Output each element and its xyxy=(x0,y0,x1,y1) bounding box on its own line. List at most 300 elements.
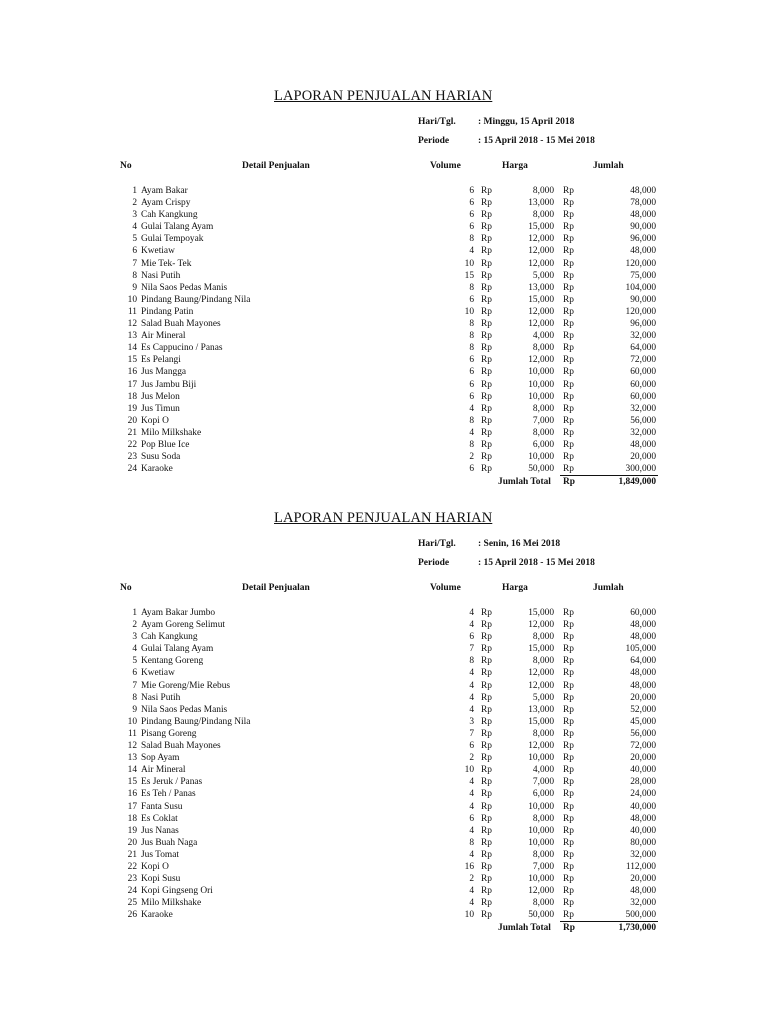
price-currency: Rp xyxy=(481,680,492,691)
item-volume: 8 xyxy=(469,837,474,848)
table-row xyxy=(0,354,768,366)
table-row xyxy=(0,837,768,849)
table-row xyxy=(0,233,768,245)
amount-currency: Rp xyxy=(563,716,574,727)
item-volume: 6 xyxy=(469,741,474,752)
item-price: 12,000 xyxy=(528,620,554,631)
row-number: 14 xyxy=(127,765,137,776)
item-price: 12,000 xyxy=(528,258,554,269)
table-row xyxy=(0,813,768,825)
item-price: 15,000 xyxy=(528,222,554,233)
item-volume: 4 xyxy=(469,427,474,438)
item-name: Pisang Goreng xyxy=(141,728,197,739)
item-amount: 32,000 xyxy=(630,898,656,909)
price-currency: Rp xyxy=(481,716,492,727)
price-currency: Rp xyxy=(481,258,492,269)
item-amount: 104,000 xyxy=(625,282,656,293)
row-number: 21 xyxy=(127,849,137,860)
table-row xyxy=(0,909,768,921)
amount-currency: Rp xyxy=(563,620,574,631)
item-price: 15,000 xyxy=(528,644,554,655)
item-volume: 8 xyxy=(469,282,474,293)
table-row xyxy=(0,861,768,873)
header-amount: Jumlah xyxy=(593,161,624,171)
amount-currency: Rp xyxy=(563,680,574,691)
row-number: 14 xyxy=(127,343,137,354)
price-currency: Rp xyxy=(481,837,492,848)
item-name: Salad Buah Mayones xyxy=(141,319,221,330)
table-row xyxy=(0,209,768,221)
header-price: Harga xyxy=(502,583,528,593)
amount-currency: Rp xyxy=(563,234,574,245)
price-currency: Rp xyxy=(481,608,492,618)
header-no: No xyxy=(120,583,132,593)
item-amount: 60,000 xyxy=(630,608,656,618)
item-amount: 52,000 xyxy=(630,704,656,715)
item-name: Gulai Talang Ayam xyxy=(141,222,214,233)
amount-currency: Rp xyxy=(563,608,574,618)
item-price: 10,000 xyxy=(528,379,554,390)
item-price: 12,000 xyxy=(528,668,554,679)
item-name: Milo Milkshake xyxy=(141,427,202,438)
amount-currency: Rp xyxy=(563,777,574,788)
table-row xyxy=(0,885,768,897)
period-value: : 15 April 2018 - 15 Mei 2018 xyxy=(478,136,595,146)
amount-currency: Rp xyxy=(563,741,574,752)
header-volume: Volume xyxy=(430,583,461,593)
item-name: Karaoke xyxy=(141,464,173,475)
item-amount: 78,000 xyxy=(630,198,656,209)
price-currency: Rp xyxy=(481,644,492,655)
amount-currency: Rp xyxy=(563,222,574,233)
amount-currency: Rp xyxy=(563,825,574,836)
item-name: Mie Tek- Tek xyxy=(141,258,192,269)
price-currency: Rp xyxy=(481,874,492,885)
item-name: Kwetiaw xyxy=(141,246,175,257)
price-currency: Rp xyxy=(481,427,492,438)
row-number: 4 xyxy=(132,644,137,655)
item-amount: 48,000 xyxy=(630,210,656,221)
table-row xyxy=(0,897,768,909)
item-volume: 6 xyxy=(469,464,474,475)
item-volume: 10 xyxy=(464,306,474,317)
table-body xyxy=(0,185,768,489)
item-volume: 3 xyxy=(469,716,474,727)
item-amount: 120,000 xyxy=(625,306,656,317)
item-amount: 48,000 xyxy=(630,813,656,824)
date-label: Hari/Tgl. xyxy=(418,539,456,549)
row-number: 3 xyxy=(132,210,137,221)
table-row xyxy=(0,221,768,233)
item-amount: 60,000 xyxy=(630,367,656,378)
amount-currency: Rp xyxy=(563,427,574,438)
price-currency: Rp xyxy=(481,765,492,776)
item-price: 7,000 xyxy=(532,415,554,426)
item-name: Milo Milkshake xyxy=(141,898,202,909)
amount-currency: Rp xyxy=(563,355,574,366)
item-name: Jus Jambu Biji xyxy=(141,379,197,390)
price-currency: Rp xyxy=(481,801,492,812)
row-number: 24 xyxy=(127,464,137,475)
item-amount: 75,000 xyxy=(630,270,656,281)
table-row xyxy=(0,631,768,643)
row-number: 5 xyxy=(132,234,137,245)
report-title: LAPORAN PENJUALAN HARIAN xyxy=(274,510,493,526)
item-amount: 72,000 xyxy=(630,355,656,366)
item-amount: 64,000 xyxy=(630,656,656,667)
price-currency: Rp xyxy=(481,415,492,426)
amount-currency: Rp xyxy=(563,861,574,872)
row-number: 22 xyxy=(127,861,137,872)
item-volume: 2 xyxy=(469,753,474,764)
item-amount: 40,000 xyxy=(630,765,656,776)
item-price: 8,000 xyxy=(532,656,554,667)
price-currency: Rp xyxy=(481,331,492,342)
item-volume: 4 xyxy=(469,668,474,679)
row-number: 18 xyxy=(127,813,137,824)
item-name: Nasi Putih xyxy=(141,692,181,703)
row-number: 22 xyxy=(127,439,137,450)
amount-currency: Rp xyxy=(563,452,574,463)
item-amount: 500,000 xyxy=(625,910,656,921)
row-number: 8 xyxy=(132,692,137,703)
item-name: Fanta Susu xyxy=(141,801,183,812)
header-no: No xyxy=(120,161,132,171)
item-price: 10,000 xyxy=(528,391,554,402)
table-row xyxy=(0,403,768,415)
item-amount: 20,000 xyxy=(630,692,656,703)
item-price: 8,000 xyxy=(532,427,554,438)
item-volume: 2 xyxy=(469,452,474,463)
price-currency: Rp xyxy=(481,391,492,402)
price-currency: Rp xyxy=(481,452,492,463)
item-name: Kopi O xyxy=(141,415,169,426)
row-number: 16 xyxy=(127,367,137,378)
row-number: 4 xyxy=(132,222,137,233)
item-price: 8,000 xyxy=(532,813,554,824)
row-number: 13 xyxy=(127,331,137,342)
table-row xyxy=(0,391,768,403)
price-currency: Rp xyxy=(481,825,492,836)
item-amount: 105,000 xyxy=(625,644,656,655)
table-row xyxy=(0,752,768,764)
table-row xyxy=(0,282,768,294)
item-name: Es Cappucino / Panas xyxy=(141,343,223,354)
item-price: 4,000 xyxy=(532,331,554,342)
item-amount: 60,000 xyxy=(630,391,656,402)
item-price: 50,000 xyxy=(528,910,554,921)
amount-currency: Rp xyxy=(563,186,574,196)
item-price: 13,000 xyxy=(528,198,554,209)
table-row xyxy=(0,379,768,391)
row-number: 11 xyxy=(127,306,137,317)
item-amount: 300,000 xyxy=(625,464,656,475)
item-name: Pindang Baung/Pindang Nila xyxy=(141,716,251,727)
item-name: Ayam Bakar xyxy=(141,186,188,196)
price-currency: Rp xyxy=(481,439,492,450)
table-row xyxy=(0,451,768,463)
item-volume: 6 xyxy=(469,186,474,196)
date-label: Hari/Tgl. xyxy=(418,117,456,127)
item-price: 10,000 xyxy=(528,753,554,764)
amount-currency: Rp xyxy=(563,728,574,739)
row-number: 15 xyxy=(127,777,137,788)
total-value: 1,730,000 xyxy=(618,923,656,934)
table-row xyxy=(0,643,768,655)
row-number: 17 xyxy=(127,379,137,390)
row-number: 15 xyxy=(127,355,137,366)
amount-currency: Rp xyxy=(563,210,574,221)
total-currency: Rp xyxy=(563,923,575,934)
item-name: Cah Kangkung xyxy=(141,210,198,221)
item-name: Pindang Baung/Pindang Nila xyxy=(141,294,251,305)
item-volume: 6 xyxy=(469,632,474,643)
item-name: Sop Ayam xyxy=(141,753,180,764)
table-row xyxy=(0,427,768,439)
item-volume: 8 xyxy=(469,415,474,426)
item-amount: 48,000 xyxy=(630,632,656,643)
price-currency: Rp xyxy=(481,403,492,414)
item-volume: 7 xyxy=(469,728,474,739)
amount-currency: Rp xyxy=(563,765,574,776)
item-price: 13,000 xyxy=(528,282,554,293)
item-price: 12,000 xyxy=(528,680,554,691)
row-number: 5 xyxy=(132,656,137,667)
item-name: Salad Buah Mayones xyxy=(141,741,221,752)
table-row xyxy=(0,776,768,788)
amount-currency: Rp xyxy=(563,379,574,390)
row-number: 19 xyxy=(127,825,137,836)
item-price: 10,000 xyxy=(528,452,554,463)
header-amount: Jumlah xyxy=(593,583,624,593)
item-price: 12,000 xyxy=(528,355,554,366)
row-number: 11 xyxy=(127,728,137,739)
header-price: Harga xyxy=(502,161,528,171)
item-volume: 4 xyxy=(469,898,474,909)
item-amount: 32,000 xyxy=(630,331,656,342)
item-amount: 80,000 xyxy=(630,837,656,848)
item-price: 6,000 xyxy=(532,439,554,450)
item-volume: 6 xyxy=(469,367,474,378)
total-value: 1,849,000 xyxy=(618,477,656,488)
item-name: Es Teh / Panas xyxy=(141,789,196,800)
item-amount: 56,000 xyxy=(630,415,656,426)
item-volume: 8 xyxy=(469,234,474,245)
row-number: 21 xyxy=(127,427,137,438)
item-price: 5,000 xyxy=(532,270,554,281)
report-title: LAPORAN PENJUALAN HARIAN xyxy=(274,88,493,104)
price-currency: Rp xyxy=(481,898,492,909)
row-number: 18 xyxy=(127,391,137,402)
item-volume: 6 xyxy=(469,391,474,402)
item-volume: 6 xyxy=(469,210,474,221)
row-number: 12 xyxy=(127,741,137,752)
item-price: 15,000 xyxy=(528,294,554,305)
item-name: Es Pelangi xyxy=(141,355,181,366)
item-price: 15,000 xyxy=(528,608,554,618)
amount-currency: Rp xyxy=(563,391,574,402)
item-amount: 48,000 xyxy=(630,886,656,897)
period-value: : 15 April 2018 - 15 Mei 2018 xyxy=(478,558,595,568)
amount-currency: Rp xyxy=(563,886,574,897)
item-amount: 20,000 xyxy=(630,753,656,764)
table-row xyxy=(0,728,768,740)
item-price: 12,000 xyxy=(528,234,554,245)
item-price: 8,000 xyxy=(532,849,554,860)
amount-currency: Rp xyxy=(563,415,574,426)
price-currency: Rp xyxy=(481,861,492,872)
item-name: Air Mineral xyxy=(141,765,186,776)
price-currency: Rp xyxy=(481,379,492,390)
item-amount: 40,000 xyxy=(630,825,656,836)
table-row xyxy=(0,245,768,257)
item-price: 7,000 xyxy=(532,861,554,872)
price-currency: Rp xyxy=(481,343,492,354)
price-currency: Rp xyxy=(481,656,492,667)
row-number: 26 xyxy=(127,910,137,921)
row-number: 6 xyxy=(132,246,137,257)
table-row xyxy=(0,463,768,475)
amount-currency: Rp xyxy=(563,464,574,475)
item-name: Pop Blue Ice xyxy=(141,439,190,450)
item-amount: 32,000 xyxy=(630,849,656,860)
item-price: 12,000 xyxy=(528,886,554,897)
item-amount: 20,000 xyxy=(630,452,656,463)
item-name: Ayam Crispy xyxy=(141,198,191,209)
table-row xyxy=(0,704,768,716)
item-name: Kopi Susu xyxy=(141,874,181,885)
item-price: 10,000 xyxy=(528,874,554,885)
table-row xyxy=(0,342,768,354)
price-currency: Rp xyxy=(481,186,492,196)
item-price: 12,000 xyxy=(528,246,554,257)
table-row xyxy=(0,366,768,378)
table-row xyxy=(0,258,768,270)
item-name: Gulai Talang Ayam xyxy=(141,644,214,655)
table-row xyxy=(0,801,768,813)
table-row xyxy=(0,788,768,800)
amount-currency: Rp xyxy=(563,246,574,257)
item-price: 8,000 xyxy=(532,343,554,354)
amount-currency: Rp xyxy=(563,331,574,342)
price-currency: Rp xyxy=(481,282,492,293)
item-name: Ayam Bakar Jumbo xyxy=(141,608,216,618)
amount-currency: Rp xyxy=(563,632,574,643)
amount-currency: Rp xyxy=(563,644,574,655)
price-currency: Rp xyxy=(481,270,492,281)
item-price: 8,000 xyxy=(532,186,554,196)
amount-currency: Rp xyxy=(563,403,574,414)
item-amount: 48,000 xyxy=(630,680,656,691)
price-currency: Rp xyxy=(481,728,492,739)
row-number: 7 xyxy=(132,680,137,691)
table-body xyxy=(0,607,768,935)
item-name: Nila Saos Pedas Manis xyxy=(141,282,228,293)
item-name: Es Coklat xyxy=(141,813,178,824)
table-row xyxy=(0,764,768,776)
header-volume: Volume xyxy=(430,161,461,171)
table-header xyxy=(0,583,768,597)
table-row xyxy=(0,655,768,667)
price-currency: Rp xyxy=(481,886,492,897)
item-name: Jus Timun xyxy=(141,403,180,414)
table-row xyxy=(0,415,768,427)
row-number: 7 xyxy=(132,258,137,269)
item-name: Susu Soda xyxy=(141,452,181,463)
item-amount: 48,000 xyxy=(630,186,656,196)
table-row xyxy=(0,716,768,728)
item-volume: 4 xyxy=(469,680,474,691)
table-row xyxy=(0,667,768,679)
table-row xyxy=(0,306,768,318)
row-number: 1 xyxy=(132,608,137,618)
item-volume: 6 xyxy=(469,198,474,209)
item-name: Cah Kangkung xyxy=(141,632,198,643)
price-currency: Rp xyxy=(481,849,492,860)
item-volume: 4 xyxy=(469,789,474,800)
item-amount: 120,000 xyxy=(625,258,656,269)
table-row xyxy=(0,185,768,197)
item-name: Gulai Tempoyak xyxy=(141,234,204,245)
total-currency: Rp xyxy=(563,477,575,488)
item-amount: 64,000 xyxy=(630,343,656,354)
item-volume: 4 xyxy=(469,692,474,703)
row-number: 1 xyxy=(132,186,137,196)
item-price: 5,000 xyxy=(532,692,554,703)
row-number: 17 xyxy=(127,801,137,812)
amount-currency: Rp xyxy=(563,910,574,921)
item-amount: 32,000 xyxy=(630,403,656,414)
item-volume: 8 xyxy=(469,343,474,354)
row-number: 12 xyxy=(127,319,137,330)
item-volume: 4 xyxy=(469,403,474,414)
header-detail: Detail Penjualan xyxy=(242,583,310,593)
amount-currency: Rp xyxy=(563,668,574,679)
item-volume: 4 xyxy=(469,801,474,812)
table-row xyxy=(0,825,768,837)
item-name: Karaoke xyxy=(141,910,173,921)
item-amount: 24,000 xyxy=(630,789,656,800)
row-number: 8 xyxy=(132,270,137,281)
item-name: Nasi Putih xyxy=(141,270,181,281)
item-price: 13,000 xyxy=(528,704,554,715)
item-volume: 4 xyxy=(469,608,474,618)
total-row xyxy=(0,475,768,489)
amount-currency: Rp xyxy=(563,270,574,281)
date-value: : Minggu, 15 April 2018 xyxy=(478,117,575,127)
row-number: 3 xyxy=(132,632,137,643)
row-number: 13 xyxy=(127,753,137,764)
item-amount: 96,000 xyxy=(630,319,656,330)
price-currency: Rp xyxy=(481,306,492,317)
item-amount: 90,000 xyxy=(630,222,656,233)
item-amount: 45,000 xyxy=(630,716,656,727)
item-volume: 8 xyxy=(469,439,474,450)
price-currency: Rp xyxy=(481,620,492,631)
price-currency: Rp xyxy=(481,789,492,800)
period-label: Periode xyxy=(418,136,450,146)
item-name: Kentang Goreng xyxy=(141,656,204,667)
item-volume: 4 xyxy=(469,704,474,715)
amount-currency: Rp xyxy=(563,704,574,715)
price-currency: Rp xyxy=(481,210,492,221)
item-name: Nila Saos Pedas Manis xyxy=(141,704,228,715)
amount-currency: Rp xyxy=(563,813,574,824)
row-number: 9 xyxy=(132,704,137,715)
table-row xyxy=(0,197,768,209)
price-currency: Rp xyxy=(481,741,492,752)
item-amount: 90,000 xyxy=(630,294,656,305)
